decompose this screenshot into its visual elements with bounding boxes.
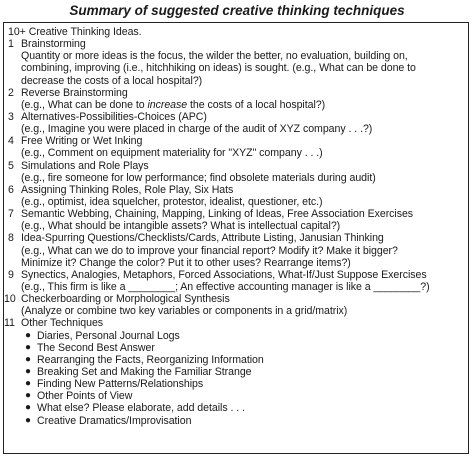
technique-item-10 (4, 293, 466, 318)
item-description-end: the costs of a local hospital?) (187, 98, 326, 111)
other-techniques-list (8, 330, 466, 427)
list-item-label: What else? Please elaborate, add details . . . (37, 402, 245, 415)
item-description: (e.g., This firm is like a ________; An effective accounting manager is like a ________?) (21, 280, 430, 293)
item-description (21, 99, 466, 111)
item-number: 2 (8, 86, 14, 99)
list-item-label: Creative Dramatics/Improvisation (37, 414, 192, 427)
techniques-content (4, 26, 466, 427)
item-name: Free Writing or Wet Inking (21, 135, 143, 148)
list-item-label: Finding New Patterns/Relationships (37, 378, 204, 391)
item-name: Simulations and Role Plays (21, 159, 149, 172)
item-number: 6 (8, 183, 14, 196)
technique-item-3 (8, 111, 466, 135)
technique-item-2 (8, 87, 466, 111)
page-title: Summary of suggested creative thinking techniques (69, 3, 405, 18)
item-name: Assigning Thinking Roles, Role Play, Six Hats (21, 183, 234, 196)
item-number: 10 (4, 293, 16, 306)
list-item (8, 354, 466, 366)
technique-item-8 (8, 232, 466, 268)
item-description: combining, improving (i.e., hitchhiking on ideas) is sought. (e.g., What can be done to (21, 62, 416, 75)
technique-item-4 (8, 135, 466, 159)
item-number: 11 (4, 317, 15, 330)
list-item (8, 330, 466, 342)
list-item-label: Breaking Set and Making the Familiar Strange (37, 365, 252, 378)
item-number: 4 (8, 135, 14, 148)
item-name: Other Techniques (21, 317, 104, 330)
list-item (8, 402, 466, 414)
technique-item-11 (4, 317, 466, 330)
list-item (8, 366, 466, 378)
item-number: 9 (8, 268, 14, 281)
technique-item-6 (8, 184, 466, 208)
item-name: Reverse Brainstorming (21, 86, 128, 99)
item-name: Checkerboarding or Morphological Synthesis (21, 293, 230, 306)
technique-item-5 (8, 160, 466, 184)
item-name: Alternatives-Possibilities-Choices (APC) (21, 110, 207, 123)
item-description: (e.g., optimist, idea squelcher, protestor, idealist, questioner, etc.) (21, 195, 323, 208)
techniques-box (3, 22, 469, 454)
list-item-label: Rearranging the Facts, Reorganizing Information (37, 353, 264, 366)
bullet-icon: ● (25, 353, 31, 365)
item-description: (e.g., Comment on equipment materiality for "XYZ" company . . .) (21, 147, 323, 160)
intro-text: 10+ Creative Thinking Ideas. (8, 26, 142, 38)
item-number: 5 (8, 159, 14, 172)
bullet-icon: ● (25, 365, 31, 377)
item-name: Idea-Spurring Questions/Checklists/Cards, Attribute Listing, Janusian Thinking (21, 232, 384, 245)
item-name: Synectics, Analogies, Metaphors, Forced Associations, What-If/Just Suppose Exercises (21, 268, 427, 281)
item-description: decrease the costs of a local hospital?) (21, 74, 203, 87)
item-description: Minimize it? Change the color? Put it to other uses? Rearrange items?) (21, 256, 351, 269)
technique-item-1 (8, 38, 466, 87)
list-item (8, 390, 466, 402)
item-description: (e.g., What should be intangible assets? What is intellectual capital?) (21, 220, 341, 233)
list-item-label: Diaries, Personal Journal Logs (37, 329, 180, 342)
item-number: 8 (8, 232, 14, 245)
bullet-icon: ● (25, 390, 31, 402)
list-item-label: The Second Best Answer (37, 341, 155, 354)
bullet-icon: ● (25, 329, 31, 341)
item-number: 7 (8, 208, 14, 221)
item-name: Brainstorming (21, 38, 86, 51)
list-item (8, 342, 466, 354)
item-description: (e.g., What can we do to improve your financial report? Modify it? Make it bigger? (21, 244, 398, 257)
bullet-icon: ● (25, 378, 31, 390)
item-description: (e.g., Imagine you were placed in charge of the audit of XYZ company . . .?) (21, 123, 373, 136)
technique-item-7 (8, 208, 466, 232)
item-description-emphasis: increase (147, 98, 188, 111)
list-item-label: Other Points of View (37, 390, 133, 403)
bullet-icon: ● (25, 414, 31, 426)
item-name: Semantic Webbing, Chaining, Mapping, Linking of Ideas, Free Association Exercises (21, 208, 414, 221)
item-number: 3 (8, 110, 14, 123)
item-description-start: (e.g., What can be done to (21, 98, 148, 111)
list-item (8, 415, 466, 427)
bullet-icon: ● (25, 402, 31, 414)
list-item (8, 378, 466, 390)
item-description: (e.g., fire someone for low performance; find obsolete materials during audit) (21, 171, 376, 184)
item-description: Quantity or more ideas is the focus, the wilder the better, no evaluation, building on, (21, 50, 408, 63)
technique-item-9 (8, 269, 466, 293)
bullet-icon: ● (25, 341, 31, 353)
item-number: 1 (8, 38, 14, 51)
item-description: (Analyze or combine two key variables or components in a grid/matrix) (21, 305, 348, 318)
